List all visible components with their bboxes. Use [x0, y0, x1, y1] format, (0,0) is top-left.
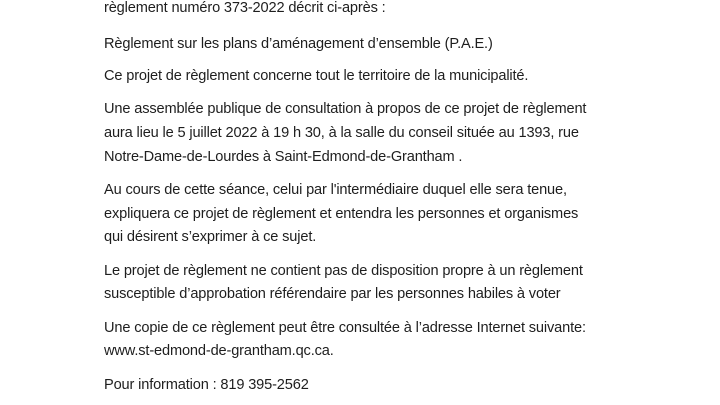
referendum-line: susceptible d’approbation référendaire par les personnes habiles à voter [104, 286, 561, 302]
session-line: expliquera ce projet de règlement et entendra les personnes et organismes [104, 206, 579, 222]
scope-paragraph: Ce projet de règlement concerne tout le territoire de la municipalité. [104, 68, 529, 84]
assembly-line: Une assemblée publique de consultation à propos de ce projet de règlement [104, 101, 587, 117]
assembly-line: Notre-Dame-de-Lourdes à Saint-Edmond-de-Grantham . [104, 149, 463, 165]
session-line: qui désirent s’exprimer à ce sujet. [104, 229, 317, 245]
regulation-title: Règlement sur les plans d’aménagement d’ensemble (P.A.E.) [104, 36, 493, 52]
website-link[interactable]: www.st-edmond-de-grantham.qc.ca. [104, 343, 334, 359]
intro-fragment: règlement numéro 373-2022 décrit ci-après : [104, 0, 386, 16]
contact-phone: Pour information : 819 395-2562 [104, 377, 309, 393]
assembly-line: aura lieu le 5 juillet 2022 à 19 h 30, à la salle du conseil située au 1393, rue [104, 125, 579, 141]
copy-line: Une copie de ce règlement peut être consultée à l’adresse Internet suivante: [104, 320, 586, 336]
session-line: Au cours de cette séance, celui par l'intermédiaire duquel elle sera tenue, [104, 182, 567, 198]
referendum-line: Le projet de règlement ne contient pas de disposition propre à un règlement [104, 263, 583, 279]
